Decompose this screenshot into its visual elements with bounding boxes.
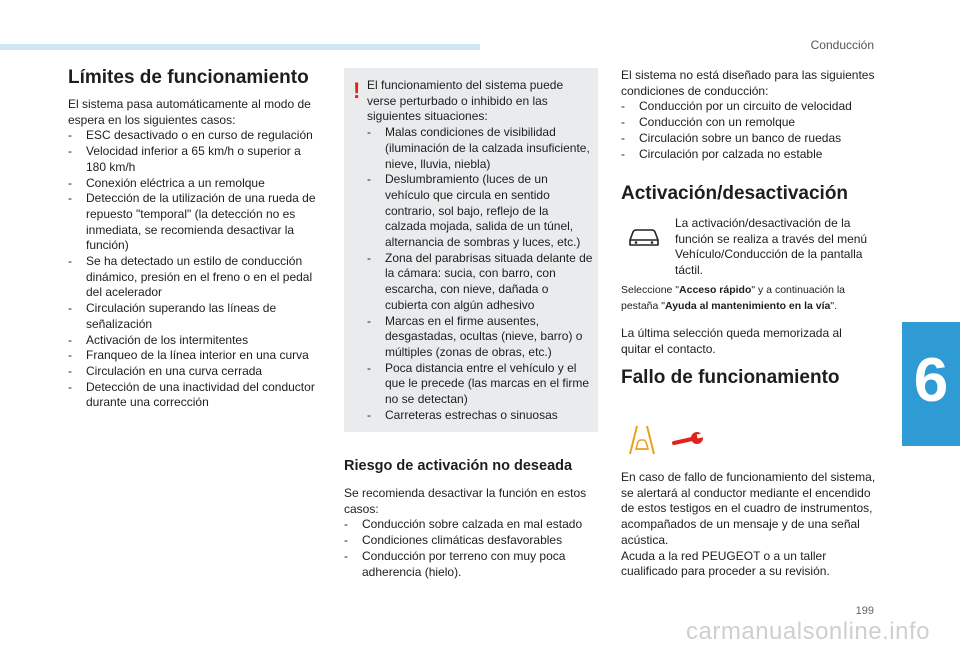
- activation-text: La activación/desactivación de la función se realiza a través del menú Vehículo/Conducción de la pantalla táctil.: [675, 216, 868, 278]
- activation-text-wrap: [675, 216, 880, 279]
- list-item: - Circulación superando las líneas de señalización: [68, 301, 324, 332]
- risk-section: [344, 456, 600, 580]
- failure-text: En caso de fallo de funcionamiento del sistema, se alertará al conductor mediante el encendido de estos testigos en el cuadro de instrumentos, acompañados de un mensaje y de una señal acústica.: [621, 470, 876, 547]
- failure-text-2: Acuda a la red PEUGEOT o a un taller cualificado para proceder a su revisión.: [621, 548, 830, 579]
- list-item: - Marcas en el firme ausentes, desgastadas, ocultas (nieve, barro) o múltiples (zonas de obras, etc.): [367, 314, 593, 361]
- limits-section: [68, 66, 324, 411]
- list-item: - Condiciones climáticas desfavorables: [344, 533, 600, 549]
- list-item: - Circulación en una curva cerrada: [68, 364, 324, 380]
- section-title: Conducción: [810, 38, 874, 52]
- list-item: - Detección de una inactividad del conductor durante una corrección: [68, 380, 324, 411]
- page-number: 199: [855, 605, 874, 617]
- failure-title: Fallo de funcionamiento: [621, 367, 840, 388]
- limits-list: [68, 128, 324, 411]
- limits-title: Límites de funcionamiento: [68, 67, 309, 88]
- activation-select: [621, 282, 883, 314]
- risk-intro: Se recomienda desactivar la función en estos casos:: [344, 486, 587, 516]
- car-icon: [626, 225, 662, 249]
- list-item: - Conducción por terreno con muy poca adherencia (hielo).: [344, 549, 600, 580]
- list-item: - Circulación por calzada no estable: [621, 147, 881, 163]
- activation-title-wrap: [621, 182, 881, 206]
- risk-list: [344, 517, 600, 580]
- notdesigned-list: [621, 99, 881, 162]
- failure-text-wrap: [621, 470, 883, 580]
- limits-intro: El sistema pasa automáticamente al modo de espera en los siguientes casos:: [68, 97, 311, 127]
- select-mid: " y a continuación la pestaña ": [621, 284, 845, 312]
- select-quick-access: Acceso rápido: [679, 284, 752, 296]
- list-item: - Conducción con un remolque: [621, 115, 881, 131]
- activation-title: Activación/desactivación: [621, 183, 849, 204]
- warning-mark-icon: !: [353, 78, 361, 103]
- list-item: - Franqueo de la línea interior en una curva: [68, 348, 324, 364]
- chapter-tab: [902, 322, 960, 446]
- notdesigned-intro: El sistema no está diseñado para las siguientes condiciones de conducción:: [621, 68, 875, 98]
- list-item: - Poca distancia entre el vehículo y el que le precede (las marcas en el firme no se detectan): [367, 361, 593, 408]
- list-item: - Se ha detectado un estilo de conducción dinámico, presión en el freno o en el pedal del acelerador: [68, 254, 324, 301]
- list-item: - Circulación sobre un banco de ruedas: [621, 131, 881, 147]
- warning-list: [367, 125, 593, 423]
- list-item: - Conexión eléctrica a un remolque: [68, 176, 324, 192]
- lane-departure-icon: [624, 424, 660, 456]
- select-pre: Seleccione ": [621, 284, 680, 296]
- list-item: - Detección de la utilización de una rueda de repuesto "temporal" (la detección no es inmediata, se recomienda desactivar la función): [68, 191, 324, 254]
- wrench-icon: [672, 429, 706, 449]
- list-item: - Conducción por un circuito de velocidad: [621, 99, 881, 115]
- activation-memo: La última selección queda memorizada al quitar el contacto.: [621, 326, 842, 356]
- warning-box: [344, 68, 598, 432]
- list-item: - Conducción sobre calzada en mal estado: [344, 517, 600, 533]
- activation-memo-wrap: [621, 326, 861, 357]
- list-item: - Carreteras estrechas o sinuosas: [367, 408, 593, 424]
- warning-intro: El funcionamiento del sistema puede verse perturbado o inhibido en las siguientes situaciones:: [367, 78, 564, 124]
- risk-title: Riesgo de activación no deseada: [344, 458, 573, 474]
- watermark: carmanualsonline.info: [686, 618, 930, 645]
- warning-body: [367, 78, 593, 423]
- select-lane-keeping-tab: Ayuda al mantenimiento en la vía: [665, 300, 831, 312]
- notdesigned-section: [621, 68, 881, 162]
- failure-title-wrap: [621, 366, 881, 390]
- list-item: - Deslumbramiento (luces de un vehículo que circula en sentido contrario, sol bajo, reflejo de la calzada mojada, salida de un túnel, alternancia de sombras y luces, etc.): [367, 172, 593, 251]
- chapter-number: 6: [913, 346, 949, 415]
- list-item: - Malas condiciones de visibilidad (iluminación de la calzada insuficiente, nieve, lluvia, niebla): [367, 125, 593, 172]
- list-item: - Zona del parabrisas situada delante de la cámara: sucia, con barro, con escarcha, con nieve, dañada o cubierta con algún adhesivo: [367, 251, 593, 314]
- list-item: - ESC desactivado o en curso de regulación: [68, 128, 324, 144]
- select-post: ".: [830, 300, 837, 312]
- list-item: - Velocidad inferior a 65 km/h o superior a 180 km/h: [68, 144, 324, 175]
- list-item: - Activación de los intermitentes: [68, 333, 324, 349]
- header-bar: [0, 44, 480, 50]
